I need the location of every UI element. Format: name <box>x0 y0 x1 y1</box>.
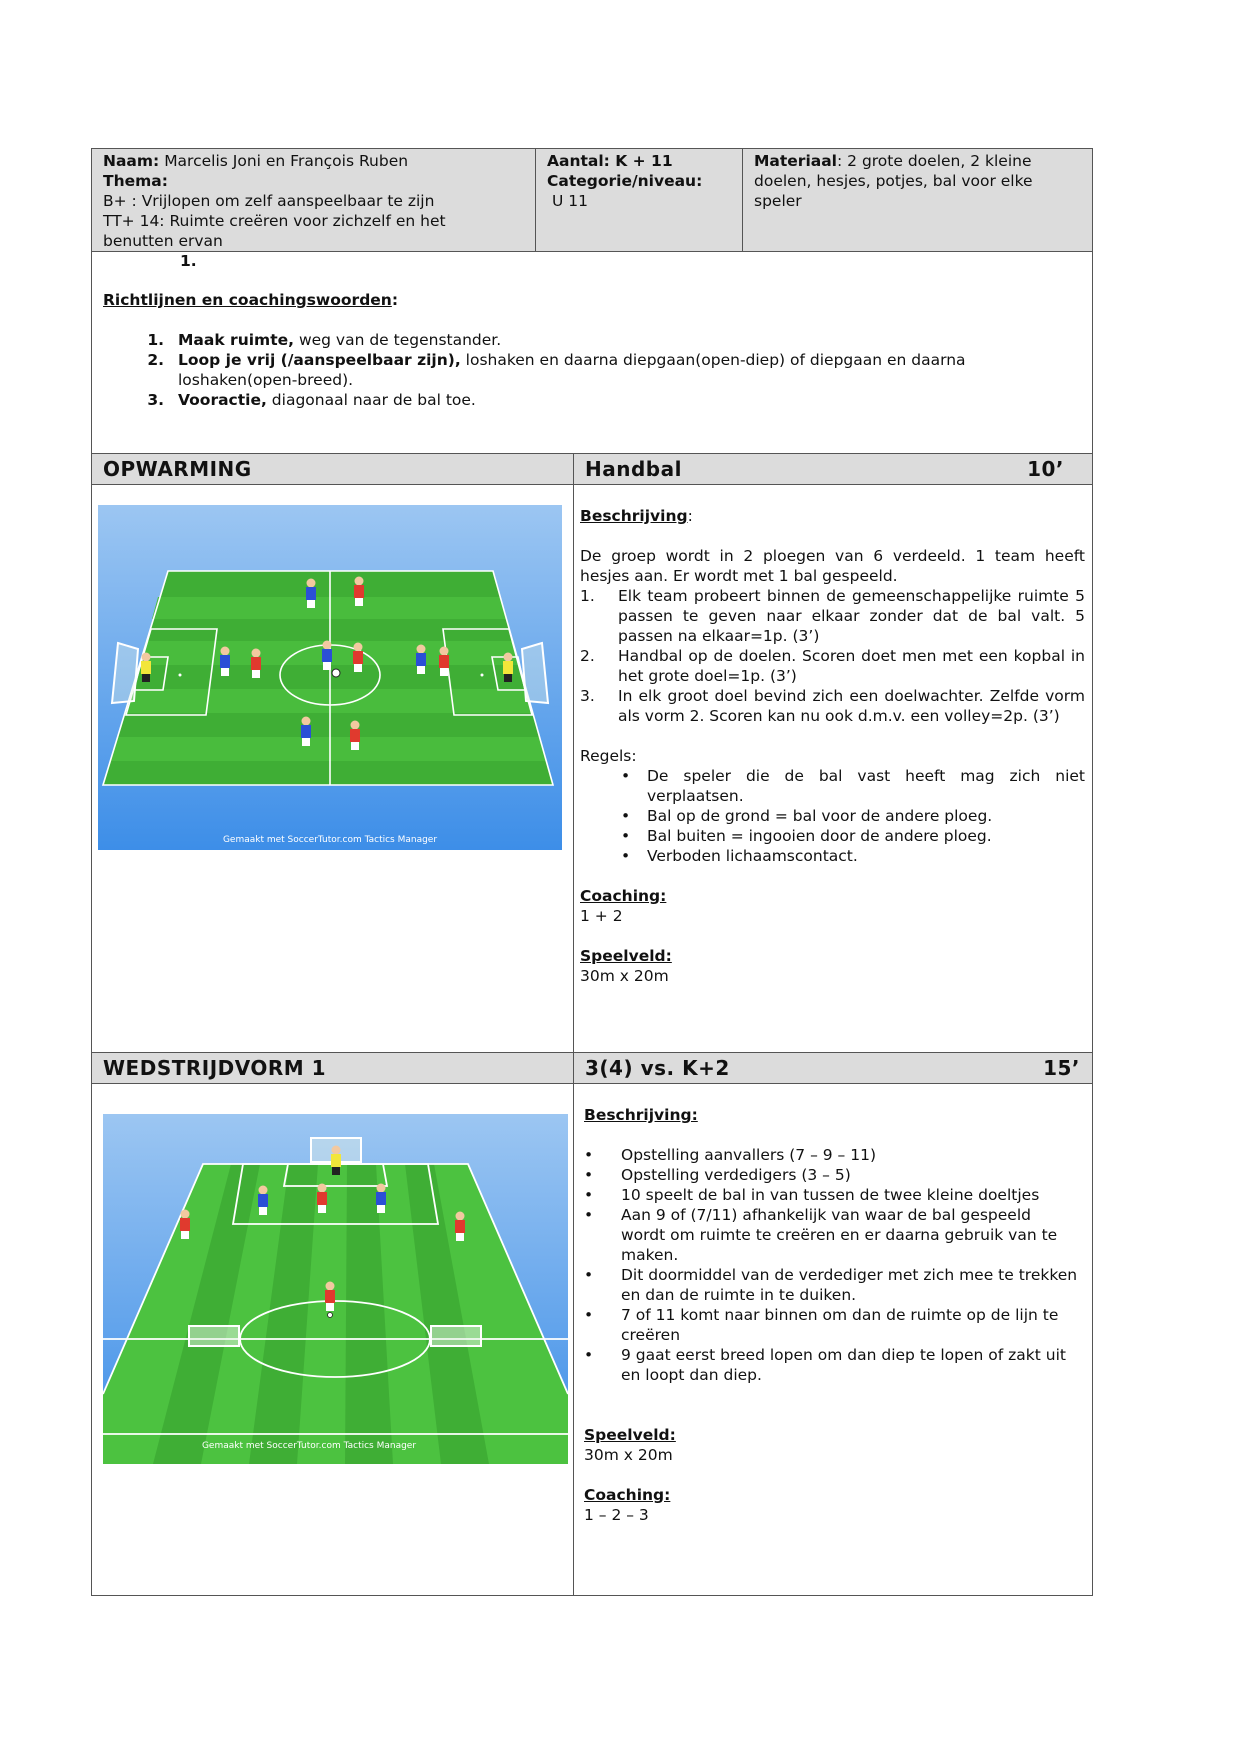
step-number: 1. <box>580 587 595 605</box>
wedstrijdvorm-beschrijving-label: Beschrijving: <box>584 1106 698 1124</box>
opwarming-speelveld-value: 30m x 20m <box>580 967 669 985</box>
opwarming-text-cell <box>573 484 1093 1053</box>
wedstrijdvorm-item-text: Opstelling aanvallers (7 – 9 – 11) <box>621 1146 877 1164</box>
wedstrijdvorm-diagram-cell <box>91 1083 574 1596</box>
step-text: In elk groot doel bevind zich een doelwachter. Zelfde vorm als vorm 2. Scoren kan nu ook d.m.v. een volley=2p. (3’) <box>618 687 1085 725</box>
header-aantal-cell <box>535 148 743 252</box>
naam-label: Naam: <box>103 152 160 170</box>
guidelines-top-number: 1. <box>180 252 197 270</box>
opwarming-beschrijving-label: Beschrijving <box>580 507 688 525</box>
guideline-item <box>130 330 1081 350</box>
guideline-bold: Maak ruimte, <box>178 331 295 349</box>
opwarming-intro-text: De groep wordt in 2 ploegen van 6 verdeeld. 1 team heeft hesjes aan. Er wordt met 1 bal gespeeld. <box>580 547 1085 585</box>
guideline-number: 2. <box>147 351 164 369</box>
wedstrijdvorm-item-text: 9 gaat eerst breed lopen om dan diep te lopen of zakt uit en loopt dan diep. <box>621 1346 1066 1384</box>
regel-item: • De speler die de bal vast heeft mag zich niet verplaatsen. <box>621 767 1085 805</box>
wedstrijdvorm-diagram-caption: Gemaakt met SoccerTutor.com Tactics Manager <box>201 1441 417 1451</box>
thema-label: Thema: <box>103 172 168 190</box>
header-materiaal-cell <box>742 148 1093 252</box>
materiaal-label: Materiaal <box>754 152 837 170</box>
opwarming-beschrijving-colon: : <box>687 507 693 525</box>
opwarming-step <box>580 646 1085 686</box>
regel-item: • Bal op de grond = bal voor de andere ploeg. <box>610 806 1085 826</box>
guideline-bold: Vooractie, <box>178 391 267 409</box>
opwarming-subtitle: Handbal <box>585 457 682 481</box>
categorie-value: U 11 <box>552 192 588 210</box>
wedstrijdvorm-subtitle-cell <box>573 1052 1093 1084</box>
guidelines-cell <box>91 251 1093 454</box>
wedstrijdvorm-subtitle: 3(4) vs. K+2 <box>585 1056 730 1080</box>
opwarming-speelveld-label: Speelveld: <box>580 947 672 965</box>
thema-line-3: benutten ervan <box>103 232 223 250</box>
guideline-bold: Loop je vrij (/aanspeelbaar zijn), <box>178 351 461 369</box>
wedstrijdvorm-item: • 7 of 11 komt naar binnen om dan de ruimte op de lijn te creëren <box>584 1305 1080 1345</box>
guideline-item <box>130 350 1081 390</box>
opwarming-diagram-caption: Gemaakt met SoccerTutor.com Tactics Manager <box>222 835 438 845</box>
regels-label: Regels: <box>580 747 637 765</box>
step-text: Handbal op de doelen. Scoren doet men met een kopbal in het grote doel=1p. (3’) <box>618 647 1085 685</box>
guidelines-colon: : <box>391 291 399 309</box>
guideline-text: loshaken en daarna diepgaan(open-diep) of diepgaan en daarna loshaken(open-breed). <box>178 351 966 389</box>
opwarming-intro <box>580 546 1085 586</box>
wedstrijdvorm-item-text: Opstelling verdedigers (3 – 5) <box>621 1166 851 1184</box>
opwarming-field-diagram <box>98 505 562 850</box>
thema-line-2: TT+ 14: Ruimte creëren voor zichzelf en het <box>103 212 446 230</box>
opwarming-coaching-value: 1 + 2 <box>580 907 623 925</box>
wedstrijdvorm-field-diagram <box>103 1114 568 1464</box>
wedstrijdvorm-item: • 10 speelt de bal in van tussen de twee kleine doeltjes <box>584 1185 1080 1205</box>
regel-item: • Bal buiten = ingooien door de andere ploeg. <box>610 826 1085 846</box>
materiaal-text: : 2 grote doelen, 2 kleine doelen, hesjes, potjes, bal voor elke speler <box>754 152 1033 210</box>
opwarming-step <box>580 686 1085 726</box>
step-number: 3. <box>580 687 595 705</box>
wedstrijdvorm-item: • Dit doormiddel van de verdediger met zich mee te trekken en dan de ruimte in te duiken. <box>584 1265 1080 1305</box>
wedstrijdvorm-item-text: 7 of 11 komt naar binnen om dan de ruimte op de lijn te creëren <box>621 1306 1059 1344</box>
wedstrijdvorm-speelveld-value: 30m x 20m <box>584 1446 673 1464</box>
guideline-number: 3. <box>147 391 164 409</box>
naam-value: Marcelis Joni en François Ruben <box>164 152 409 170</box>
opwarming-coaching-label: Coaching: <box>580 887 667 905</box>
regel-text: Verboden lichaamscontact. <box>647 847 858 865</box>
opwarming-subtitle-cell <box>573 453 1093 485</box>
guideline-text: weg van de tegenstander. <box>294 331 502 349</box>
header-naam-cell <box>91 148 536 252</box>
opwarming-duration: 10’ <box>1027 457 1064 481</box>
guidelines-title: Richtlijnen en coachingswoorden <box>103 291 392 309</box>
guideline-item <box>130 390 1081 410</box>
wedstrijdvorm-item: • Aan 9 of (7/11) afhankelijk van waar de bal gespeeld wordt om ruimte te creëren en er daarna gebruik van te maken. <box>584 1205 1080 1265</box>
wedstrijdvorm-item-text: Dit doormiddel van de verdediger met zich mee te trekken en dan de ruimte in te duiken. <box>621 1266 1078 1304</box>
opwarming-title: OPWARMING <box>103 457 252 481</box>
aantal-label: Aantal: K + 11 <box>547 152 673 170</box>
regel-text: De speler die de bal vast heeft mag zich niet verplaatsen. <box>647 767 1085 805</box>
session-sheet <box>91 148 1093 1596</box>
guideline-number: 1. <box>147 331 164 349</box>
regel-text: Bal buiten = ingooien door de andere ploeg. <box>647 827 992 845</box>
wedstrijdvorm-text-cell <box>573 1083 1093 1596</box>
wedstrijdvorm-duration: 15’ <box>1043 1056 1080 1080</box>
wedstrijdvorm-item-text: 10 speelt de bal in van tussen de twee kleine doeltjes <box>621 1186 1040 1204</box>
wedstrijdvorm-coaching-label: Coaching: <box>584 1486 671 1504</box>
guideline-text: diagonaal naar de bal toe. <box>266 391 476 409</box>
wedstrijdvorm-item: • 9 gaat eerst breed lopen om dan diep te lopen of zakt uit en loopt dan diep. <box>584 1345 1080 1385</box>
wedstrijdvorm-coaching-value: 1 – 2 – 3 <box>584 1506 649 1524</box>
opwarming-step <box>580 586 1085 646</box>
wedstrijdvorm-title: WEDSTRIJDVORM 1 <box>103 1056 327 1080</box>
step-number: 2. <box>580 647 595 665</box>
categorie-label: Categorie/niveau: <box>547 172 703 190</box>
wedstrijdvorm-item: • Opstelling aanvallers (7 – 9 – 11) <box>584 1145 1080 1165</box>
opwarming-title-cell <box>91 453 574 485</box>
regel-text: Bal op de grond = bal voor de andere ploeg. <box>647 807 993 825</box>
regel-item: • Verboden lichaamscontact. <box>610 846 1085 866</box>
wedstrijdvorm-item: • Opstelling verdedigers (3 – 5) <box>584 1165 1080 1185</box>
wedstrijdvorm-item-text: Aan 9 of (7/11) afhankelijk van waar de bal gespeeld wordt om ruimte te creëren en er daarna gebruik van te maken. <box>621 1206 1058 1264</box>
thema-line-1: B+ : Vrijlopen om zelf aanspeelbaar te zijn <box>103 192 435 210</box>
opwarming-diagram-cell <box>91 484 574 1053</box>
step-text: Elk team probeert binnen de gemeenschappelijke ruimte 5 passen te geven naar elkaar zonder dat de bal valt. 5 passen na elkaar=1p. (3’) <box>618 587 1085 645</box>
wedstrijdvorm-speelveld-label: Speelveld: <box>584 1426 676 1444</box>
wedstrijdvorm-title-cell <box>91 1052 574 1084</box>
